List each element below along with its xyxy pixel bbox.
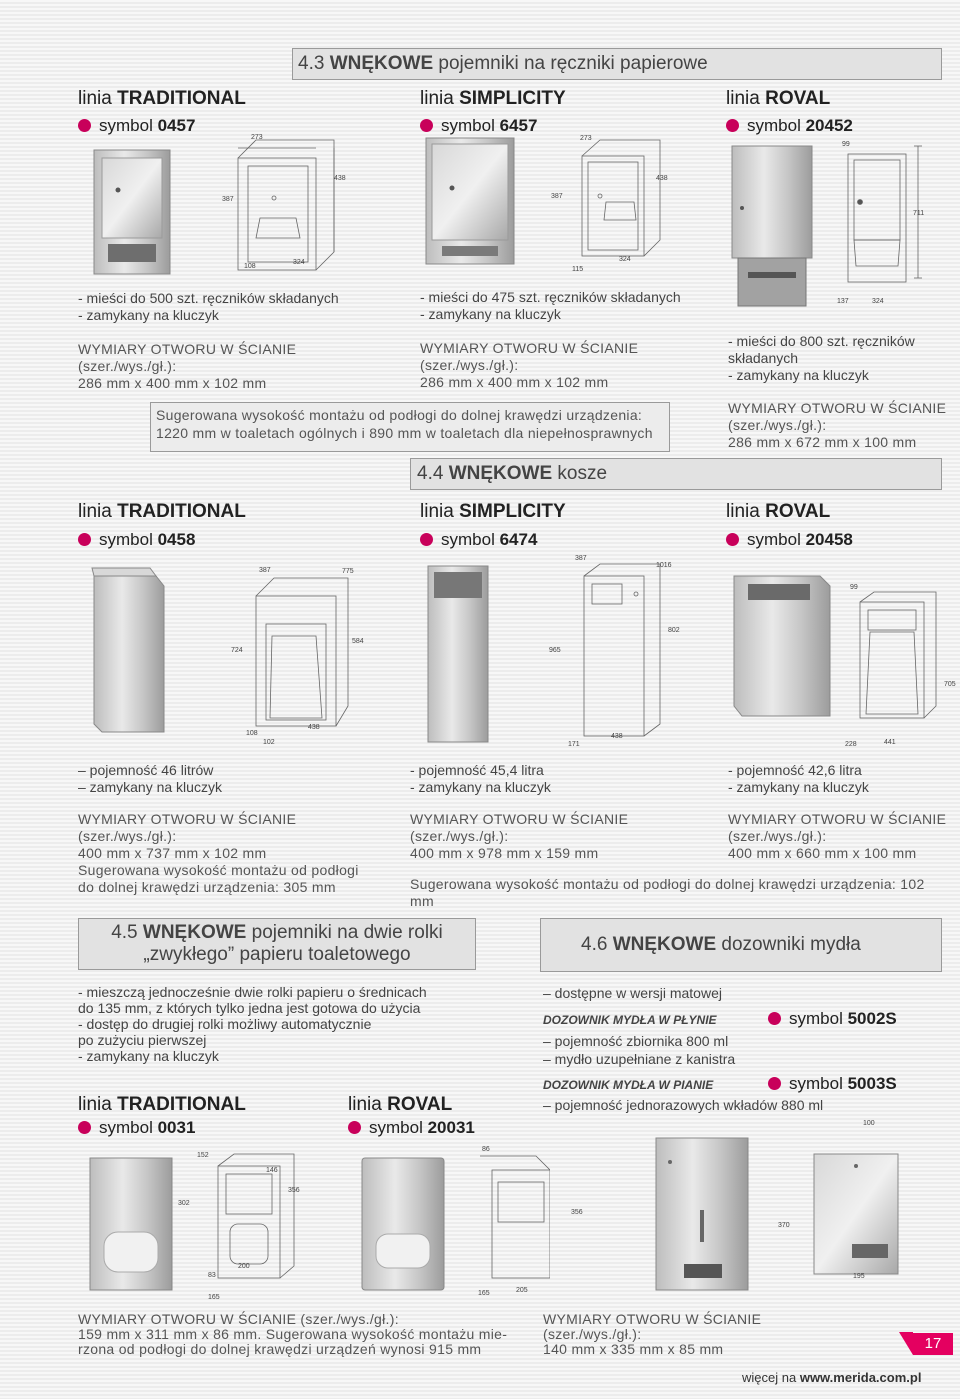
section-title: dozowniki mydła (721, 934, 861, 955)
dim-label: 100 (863, 1120, 875, 1127)
dim-label: 724 (231, 647, 243, 654)
dim-label: 99 (850, 584, 858, 591)
symbol-0457: symbol 0457 (78, 116, 195, 136)
dim-label: 387 (551, 193, 563, 200)
dim-label: 441 (884, 739, 896, 746)
section-bold: WNĘKOWE (142, 922, 247, 943)
soap-opening: WYMIARY OTWORU W ŚCIANIE (szer./wys./gł.): 140 mm x 335 mm x 85 mm (543, 1311, 762, 1357)
section-header-rolls (78, 918, 476, 970)
section-header-bins (410, 458, 942, 490)
symbol-0458: symbol 0458 (78, 530, 195, 550)
section-header-towels (292, 48, 942, 80)
section-number: 4.4 (417, 463, 444, 484)
bin-simplicity-desc: - pojemność 45,4 litra - zamykany na kluczyk (410, 762, 551, 795)
section-title: kosze (557, 463, 608, 484)
line-title-roval-roll: linia ROVAL (348, 1094, 453, 1115)
dim-label: 438 (611, 733, 623, 740)
section-bold: WNĘKOWE (612, 934, 717, 955)
bullet-icon (420, 533, 433, 546)
rolls-opening: WYMIARY OTWORU W ŚCIANIE (szer./wys./gł.): 159 mm x 311 mm x 86 mm. Sugerowana wysokość montażu mie- rzona od podłogi do dolnej krawędzi urządzeń wynosi 915 mm (78, 1311, 508, 1357)
dim-label: 387 (575, 555, 587, 562)
dim-label: 438 (334, 175, 346, 182)
section-number: 4.3 (298, 53, 325, 74)
bullet-icon (726, 533, 739, 546)
bin-simplicity-opening: WYMIARY OTWORU W ŚCIANIE (szer./wys./gł.): 400 mm x 978 mm x 159 mm (410, 811, 629, 861)
dim-label: 102 (263, 739, 275, 746)
dim-label: 1016 (656, 562, 672, 569)
page-number: 17 (913, 1333, 953, 1355)
dim-label: 802 (668, 627, 680, 634)
towel-simplicity-opening: WYMIARY OTWORU W ŚCIANIE (szer./wys./gł.): 286 mm x 400 mm x 102 mm (420, 340, 639, 390)
dim-label: 324 (293, 259, 305, 266)
dim-label: 324 (619, 256, 631, 263)
section-number: 4.5 (111, 922, 138, 943)
bullet-icon (348, 1121, 361, 1134)
bullet-icon (78, 533, 91, 546)
section-title: pojemniki na dwie rolki (251, 922, 443, 943)
rolls-images (80, 1146, 550, 1306)
dim-label: 108 (246, 730, 258, 737)
line-title-traditional-roll: linia TRADITIONAL (78, 1094, 246, 1115)
soap-images (650, 1124, 950, 1304)
soap-foam-desc: – pojemność jednorazowych wkładów 880 ml (543, 1097, 824, 1113)
towel-traditional-desc: - mieści do 500 szt. ręczników składanych - zamykany na kluczyk (78, 290, 339, 323)
dim-label: 165 (478, 1290, 490, 1297)
section-number: 4.6 (581, 934, 608, 955)
bin-mount-text: Sugerowana wysokość montażu od podłogi do dolnej krawędzi urządzenia: 102 mm (410, 876, 925, 909)
soap-foam-title: DOZOWNIK MYDŁA W PIANIE (543, 1078, 714, 1092)
dim-label: 302 (178, 1200, 190, 1207)
dim-label: 228 (845, 741, 857, 748)
symbol-20031: symbol 20031 (348, 1118, 475, 1138)
bullet-icon (768, 1077, 781, 1090)
dim-label: 438 (656, 175, 668, 182)
dim-label: 584 (352, 638, 364, 645)
symbol-6474: symbol 6474 (420, 530, 537, 550)
dim-label: 356 (571, 1209, 583, 1216)
dim-label: 273 (580, 135, 592, 142)
section-title: pojemniki na ręczniki papierowe (438, 53, 708, 74)
bullet-icon (726, 119, 739, 132)
towel-mount-box (150, 402, 670, 452)
towel-mount-text: Sugerowana wysokość montażu od podłogi do dolnej krawędzi urządzenia: 1220 mm w toaletach ogólnych i 890 mm w toaletach dla niepełnosprawnych (156, 407, 653, 441)
dim-label: 86 (482, 1146, 490, 1153)
towel-traditional-opening: WYMIARY OTWORU W ŚCIANIE (szer./wys./gł.): 286 mm x 400 mm x 102 mm (78, 341, 297, 391)
rolls-desc: - mieszczą jednocześnie dwie rolki papieru o średnicach do 135 mm, z których tylko jedna jest gotowa do użycia - dostęp do drugiej rolki możliwy automatycznie po zużyciu pierwszej - zamykany na kluczyk (78, 984, 427, 1064)
line-title-simplicity-towel: linia SIMPLICITY (420, 88, 566, 109)
bin-roval-images (730, 566, 956, 746)
dim-label: 146 (266, 1167, 278, 1174)
soap-matte: – dostępne w wersji matowej (543, 985, 722, 1001)
symbol-5002S: symbol 5002S (768, 1009, 897, 1029)
dim-label: 775 (342, 568, 354, 575)
bullet-icon (768, 1012, 781, 1025)
dim-label: 152 (197, 1152, 209, 1159)
dim-label: 370 (778, 1222, 790, 1229)
line-title-traditional-bin: linia TRADITIONAL (78, 501, 246, 522)
dim-label: 137 (837, 298, 849, 305)
bin-traditional-desc: – pojemność 46 litrów – zamykany na kluczyk (78, 762, 222, 795)
section-header-soap (540, 918, 942, 972)
footer-link[interactable]: więcej na www.merida.com.pl (742, 1370, 922, 1385)
bin-roval-opening: WYMIARY OTWORU W ŚCIANIE (szer./wys./gł.): 400 mm x 660 mm x 100 mm (728, 811, 947, 861)
section-bold: WNĘKOWE (448, 463, 553, 484)
dim-label: 438 (308, 724, 320, 731)
towel-simplicity-images (422, 128, 672, 278)
dim-label: 165 (208, 1294, 220, 1301)
dim-label: 273 (251, 134, 263, 141)
soap-liquid-title: DOZOWNIK MYDŁA W PŁYNIE (543, 1013, 717, 1027)
dim-label: 195 (853, 1273, 865, 1280)
bin-roval-desc: - pojemność 42,6 litra - zamykany na kluczyk (728, 762, 869, 795)
dim-label: 356 (288, 1187, 300, 1194)
dim-label: 711 (913, 210, 925, 217)
dim-label: 200 (238, 1263, 250, 1270)
symbol-20458: symbol 20458 (726, 530, 853, 550)
dim-label: 205 (516, 1287, 528, 1294)
dim-label: 108 (244, 263, 256, 270)
line-title-roval-bin: linia ROVAL (726, 501, 831, 522)
dim-label: 83 (208, 1272, 216, 1279)
line-title-traditional-towel: linia TRADITIONAL (78, 88, 246, 109)
line-title-simplicity-bin: linia SIMPLICITY (420, 501, 566, 522)
symbol-6457: symbol 6457 (420, 116, 537, 136)
dim-label: 965 (549, 647, 561, 654)
towel-roval-desc: - mieści do 800 szt. ręczników składanych - zamykany na kluczyk (728, 333, 915, 383)
dim-label: 99 (842, 141, 850, 148)
bullet-icon (78, 1121, 91, 1134)
dim-label: 324 (872, 298, 884, 305)
section-title-line2: „zwykłego” papieru toaletowego (143, 944, 411, 965)
section-bold: WNĘKOWE (329, 53, 434, 74)
line-title-roval-towel: linia ROVAL (726, 88, 831, 109)
symbol-5003S: symbol 5003S (768, 1074, 897, 1094)
soap-liquid-desc: – pojemność zbiornika 800 ml – mydło uzupełniane z kanistra (543, 1033, 736, 1067)
symbol-0031: symbol 0031 (78, 1118, 195, 1138)
bin-traditional-opening: WYMIARY OTWORU W ŚCIANIE (szer./wys./gł.): 400 mm x 737 mm x 102 mm Sugerowana wysokość montażu od podłogi do dolnej krawędzi urządzenia: 305 mm (78, 811, 359, 895)
towel-roval-opening: WYMIARY OTWORU W ŚCIANIE (szer./wys./gł.): 286 mm x 672 mm x 100 mm (728, 400, 947, 450)
towel-roval-images (728, 138, 938, 313)
dim-label: 387 (222, 196, 234, 203)
dim-label: 115 (572, 266, 584, 273)
symbol-20452: symbol 20452 (726, 116, 853, 136)
dim-label: 705 (944, 681, 956, 688)
towel-simplicity-desc: - mieści do 475 szt. ręczników składanych - zamykany na kluczyk (420, 289, 681, 322)
dim-label: 171 (568, 741, 580, 748)
dim-label: 387 (259, 567, 271, 574)
